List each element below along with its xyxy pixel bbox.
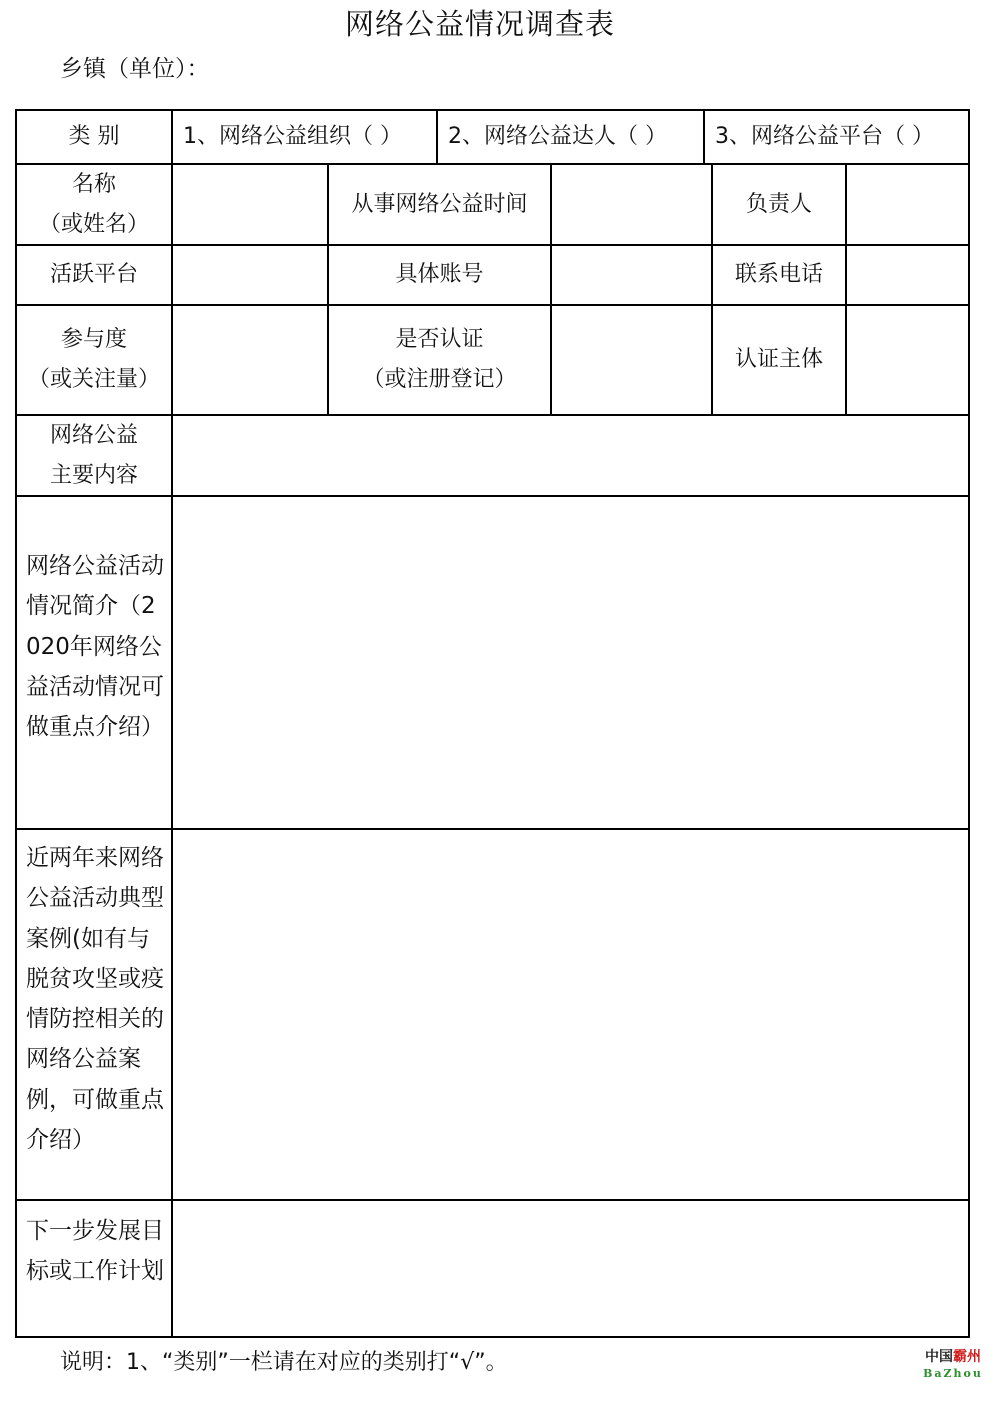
category-option-platform[interactable]: 3、网络公益平台（ ） <box>715 124 934 149</box>
certification-field[interactable] <box>552 306 711 414</box>
account-label: 具体账号 <box>395 262 484 287</box>
participation-label-line1: 参与度 <box>60 327 127 352</box>
table-border-bottom <box>15 1336 970 1338</box>
table-border-right <box>968 109 970 1338</box>
person-in-charge-field[interactable] <box>847 165 968 244</box>
activity-intro-field[interactable] <box>173 497 968 828</box>
participation-field[interactable] <box>173 306 327 414</box>
watermark-line2: BaZhou <box>923 1367 983 1380</box>
next-plan-field[interactable] <box>173 1201 968 1336</box>
person-in-charge-label: 负责人 <box>745 191 812 217</box>
name-label <box>17 165 171 244</box>
active-platform-field[interactable] <box>173 246 327 304</box>
service-time-field[interactable] <box>552 165 711 244</box>
next-plan-label: 下一步发展目标或工作计划 <box>26 1218 164 1285</box>
main-content-label-line1: 网络公益 <box>49 422 138 448</box>
main-content-label-line2: 主要内容 <box>49 462 138 488</box>
main-content-label <box>17 416 171 495</box>
participation-label <box>17 306 171 414</box>
service-time-label: 从事网络公益时间 <box>351 191 528 217</box>
category-option-organization[interactable]: 1、网络公益组织（ ） <box>183 124 402 149</box>
instructions-note: 说明：1、“类别”一栏请在对应的类别打“√”。 <box>60 1350 508 1375</box>
form-title: 网络公益情况调查表 <box>344 7 615 41</box>
typical-cases-field[interactable] <box>173 830 968 1199</box>
watermark-logo <box>918 1350 988 1379</box>
account-field[interactable] <box>552 246 711 304</box>
name-label-line2: （或姓名） <box>38 211 149 237</box>
activity-intro-label: 网络公益活动情况简介（2020年网络公益活动情况可做重点介绍） <box>26 553 164 741</box>
phone-field[interactable] <box>847 246 968 304</box>
main-content-field[interactable] <box>173 416 968 495</box>
name-field[interactable] <box>173 165 327 244</box>
watermark-line1-b: 霸州 <box>953 1349 981 1365</box>
watermark-line1-a: 中国 <box>925 1349 953 1365</box>
active-platform-label: 活跃平台 <box>49 262 138 287</box>
category-label: 类 别 <box>68 124 120 149</box>
typical-cases-label: 近两年来网络公益活动典型案例(如有与脱贫攻坚或疫情防控相关的网络公益案例，可做重点介绍） <box>26 845 164 1154</box>
certification-label <box>329 306 550 414</box>
category-option-individual[interactable]: 2、网络公益达人（ ） <box>448 124 667 149</box>
phone-label: 联系电话 <box>734 262 823 287</box>
certification-subject-label: 认证主体 <box>734 347 823 372</box>
certification-label-line1: 是否认证 <box>395 327 484 352</box>
name-label-line1: 名称 <box>71 171 116 197</box>
unit-label: 乡镇（单位）： <box>60 56 210 82</box>
participation-label-line2: （或关注量） <box>27 367 160 392</box>
certification-label-line2: （或注册登记） <box>362 367 517 392</box>
certification-subject-field[interactable] <box>847 306 968 414</box>
